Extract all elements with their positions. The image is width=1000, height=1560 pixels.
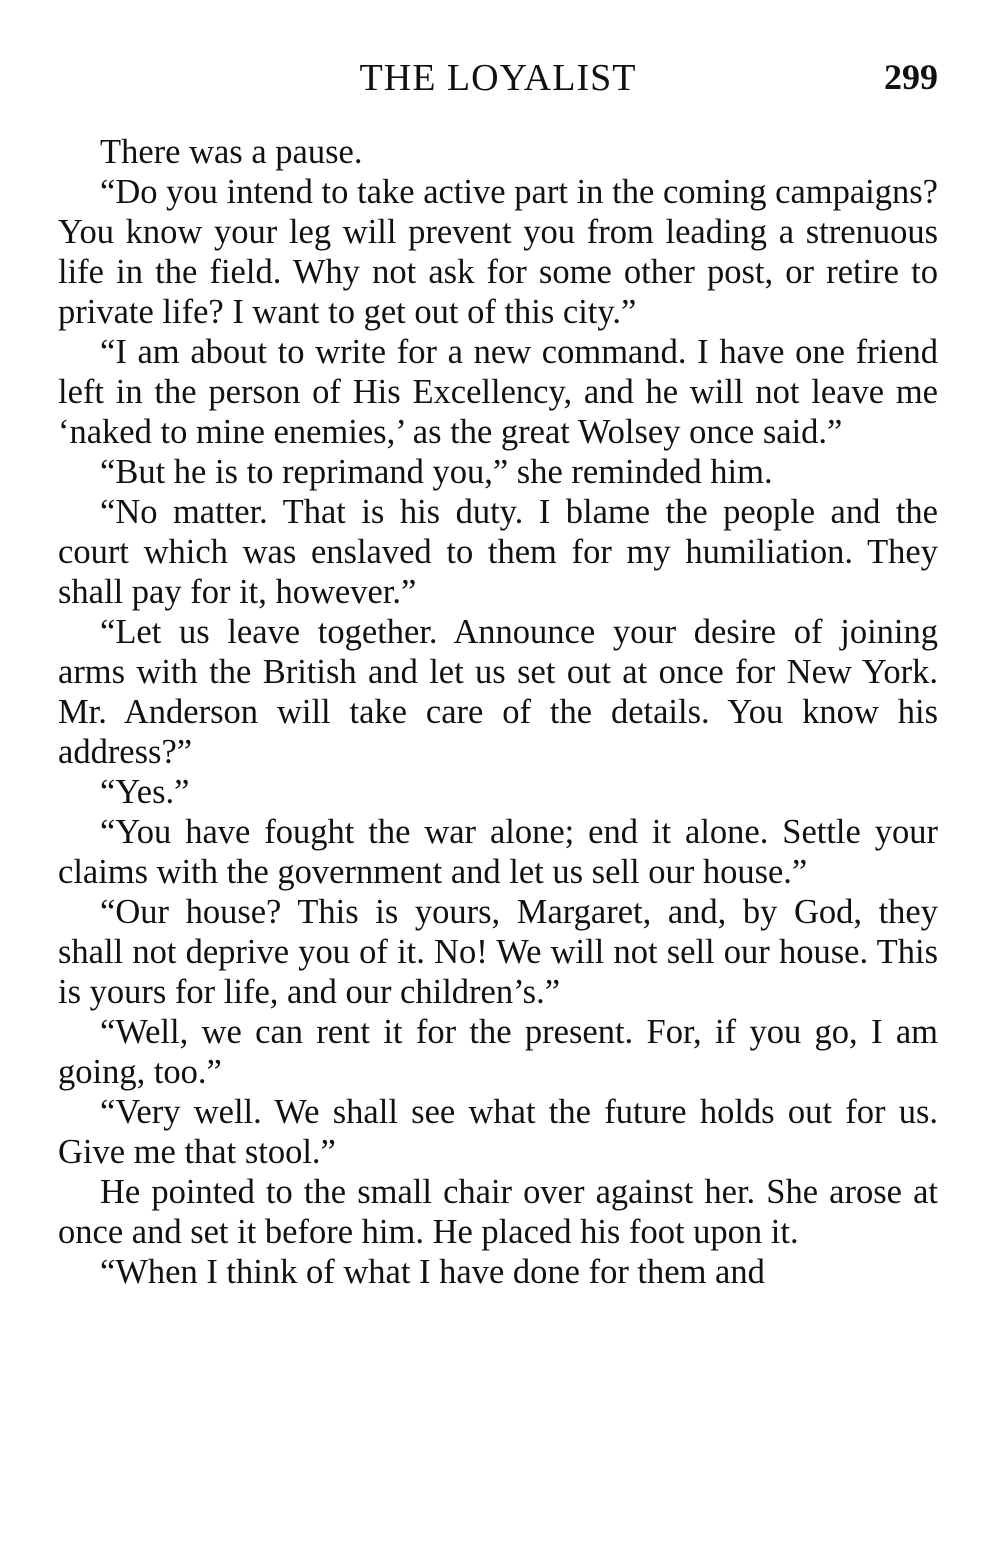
paragraph: “Yes.”: [100, 773, 190, 811]
paragraph: “Our house? This is yours, Margaret, and, by God, they shall not deprive you of it. No! We will not sell our house. This is yours for life, and our children’s.”: [58, 893, 938, 1011]
paragraph: “I am about to write for a new command. I have one friend left in the person of His Excellency, and he will not leave me ‘naked to mine enemies,’ as the great Wolsey once said.”: [58, 333, 938, 451]
paragraph: “Very well. We shall see what the future holds out for us. Give me that stool.”: [58, 1093, 938, 1171]
book-page: [58, 56, 938, 1292]
paragraph: “Well, we can rent it for the present. For, if you go, I am going, too.”: [58, 1013, 938, 1091]
paragraph: “Do you intend to take active part in the coming campaigns? You know your leg will prevent you from leading a strenuous life in the field. Why not ask for some other post, or retire to private life? I want to get out of this city.”: [58, 173, 938, 331]
paragraph: There was a pause.: [100, 133, 363, 171]
paragraph: “Let us leave together. Announce your desire of joining arms with the British and let us set out at once for New York. Mr. Anderson will take care of the details. You know his address?”: [58, 613, 938, 771]
paragraph: He pointed to the small chair over against her. She arose at once and set it before him. He placed his foot upon it.: [58, 1173, 938, 1251]
paragraph: “But he is to reprimand you,” she reminded him.: [100, 453, 773, 491]
paragraph: “When I think of what I have done for them and: [100, 1253, 765, 1291]
paragraph: “No matter. That is his duty. I blame the people and the court which was enslaved to them for my humiliation. They shall pay for it, however.”: [58, 493, 938, 611]
running-title: THE LOYALIST: [359, 57, 637, 99]
paragraph: “You have fought the war alone; end it alone. Settle your claims with the government and let us sell our house.”: [58, 813, 938, 891]
body-text: [58, 132, 938, 1292]
running-head: [58, 56, 938, 112]
page-number: 299: [884, 57, 938, 97]
